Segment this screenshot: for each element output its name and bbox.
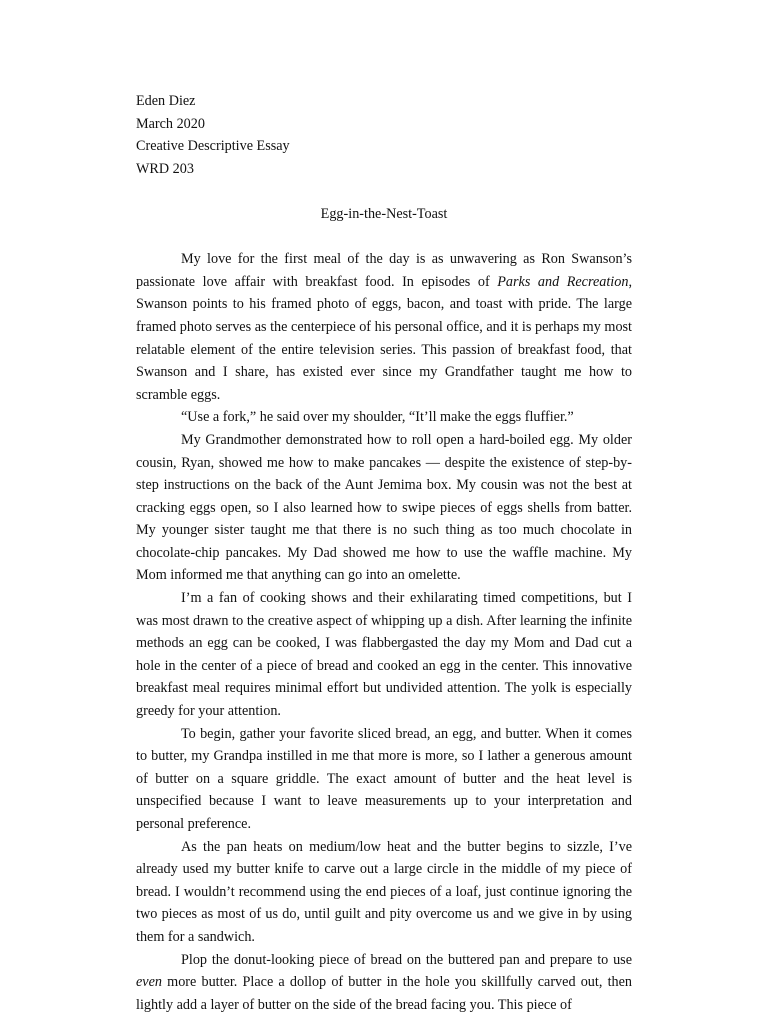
essay-date: March 2020 (136, 115, 205, 132)
emphasis-even: even (136, 974, 162, 991)
assignment-name: Creative Descriptive Essay (136, 138, 290, 155)
paragraph-7-text-b: more butter. Place a dollop of butter in the hole you skillfully carved out, then lightly add a layer of butter on the side of the bread facing you. This piece of (136, 974, 632, 1013)
author-name: Eden Diez (136, 93, 196, 109)
paragraph-1-text-b: , Swanson points to his framed photo of eggs, bacon, and toast with pride. The large framed photo serves as the centerpiece of his personal office, and it is perhaps my most relatable element of the entire television series. This passion of breakfast food, that Swanson and I share, has existed ever since my Grandfather taught me how to scramble eggs. (136, 273, 632, 403)
show-title-italic: Parks and Recreation (497, 273, 629, 290)
paragraph-4: I’m a fan of cooking shows and their exhilarating timed competitions, but I was most drawn to the creative aspect of whipping up a dish. After learning the infinite methods an egg can be cooked, I was flabbergasted the day my Mom and Dad cut a hole in the center of a piece of bread and cooked an egg in the center. This innovative breakfast meal requires minimal effort but undivided attention. The yolk is especially greedy for your attention. (136, 590, 632, 720)
paragraph-1 (136, 248, 632, 406)
paragraph-3: My Grandmother demonstrated how to roll open a hard-boiled egg. My older cousin, Ryan, showed me how to make pancakes — despite the existence of step-by-step instructions on the back of the Aunt Jemima box. My cousin was not the best at cracking eggs open, so I also learned how to swipe pieces of eggs shells from batter. My younger sister taught me that there is no such thing as too much chocolate in chocolate-chip pancakes. My Dad showed me how to use the waffle machine. My Mom informed me that anything can go into an omelette. (136, 431, 632, 584)
paragraph-2-dialogue: “Use a fork,” he said over my shoulder, “It’ll make the eggs fluffier.” (181, 409, 574, 426)
course-code: WRD 203 (136, 160, 194, 177)
paragraph-6: As the pan heats on medium/low heat and the butter begins to sizzle, I’ve already used my butter knife to carve out a large circle in the middle of my piece of bread. I wouldn’t recommend using the end pieces of a loaf, just continue ignoring the two pieces as most of us do, until guilt and pity overcome us and we give in by using them for a sandwich. (136, 838, 632, 945)
paragraph-7-text-a: Plop the donut-looking piece of bread on the buttered pan and prepare to use (181, 951, 632, 968)
essay-title: Egg-in-the-Nest-Toast (320, 205, 448, 222)
paragraph-5: To begin, gather your favorite sliced bread, an egg, and butter. When it comes to butter, my Grandpa instilled in me that more is more, so I lather a generous amount of butter on a square griddle. The exact amount of butter and the heat level is unspecified because I want to leave measurements up to your interpretation and personal preference. (136, 725, 632, 832)
essay-body (136, 90, 632, 1016)
paragraph-7 (136, 949, 632, 1017)
paragraph-1-text-a: My love for the first meal of the day is as unwavering as Ron Swanson’s passionate love affair with breakfast food. In episodes of (136, 251, 632, 290)
mla-header (136, 90, 632, 180)
